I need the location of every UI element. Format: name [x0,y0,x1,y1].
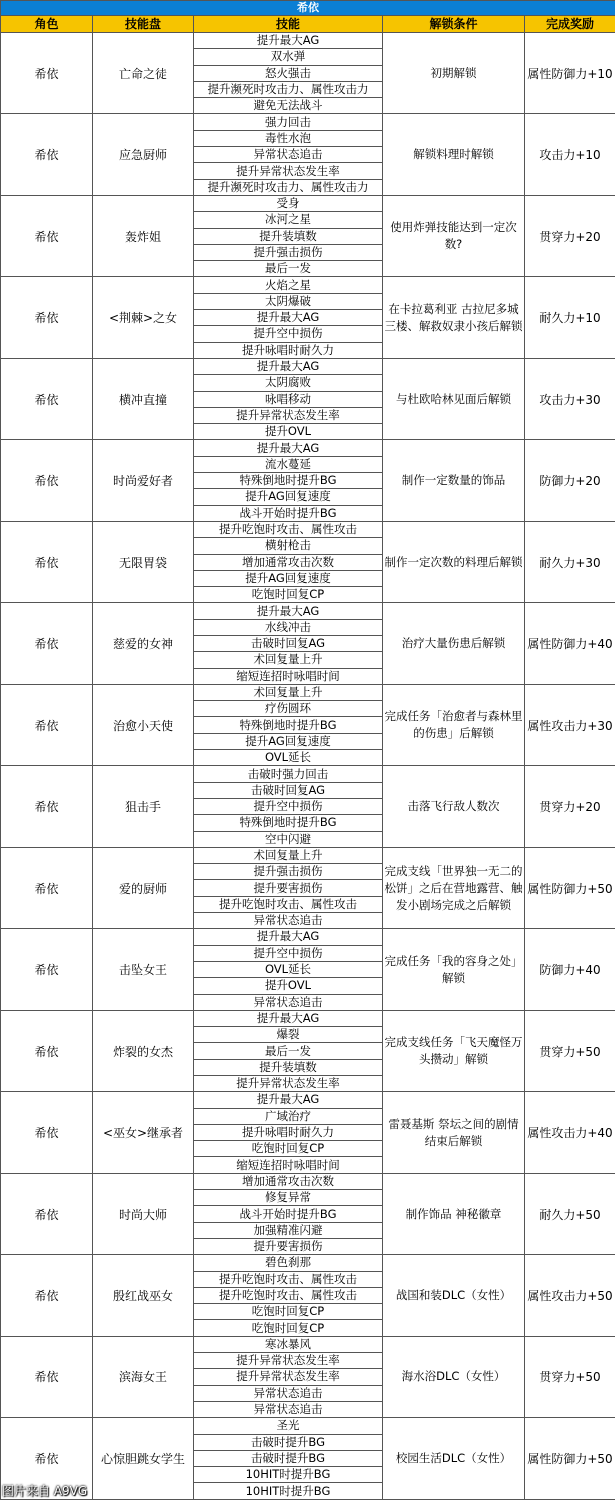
header-board: 技能盘 [93,16,194,33]
skill-cell: 战斗开始时提升BG [194,505,383,521]
unlock-condition-cell: 海水浴DLC（女性） [383,1336,525,1417]
skill-cell: 吃饱时回复CP [194,1320,383,1336]
table-row [1,929,615,945]
role-cell: 希依 [1,929,93,1010]
table-row [1,521,615,537]
skill-board-cell: 滨海女王 [93,1336,194,1417]
header-reward: 完成奖励 [525,16,615,33]
skill-cell: 提升濒死时攻击力、属性攻击力 [194,179,383,195]
header-skill: 技能 [194,16,383,33]
skill-cell: 10HIT时提升BG [194,1483,383,1499]
skill-cell: 吃饱时回复CP [194,587,383,603]
table-row [1,1092,615,1108]
unlock-condition-cell: 初期解锁 [383,33,525,114]
skill-cell: 增加通常攻击次数 [194,554,383,570]
table-row [1,1336,615,1352]
skill-cell: 提升空中损伤 [194,945,383,961]
unlock-condition-cell: 校园生活DLC（女性） [383,1418,525,1499]
role-cell: 希依 [1,1173,93,1254]
role-cell: 希依 [1,766,93,847]
skill-cell: 咏唱移动 [194,391,383,407]
unlock-condition-cell: 在卡拉葛利亚 古拉尼多城 三楼、解救奴隶小孩后解锁 [383,277,525,358]
reward-cell: 属性防御力+40 [525,603,615,684]
skill-cell: 提升装填数 [194,228,383,244]
reward-cell: 属性攻击力+50 [525,1255,615,1336]
role-cell: 希依 [1,195,93,276]
table-title: 希依 [1,1,615,16]
reward-cell: 属性攻击力+40 [525,1092,615,1173]
role-cell: 希依 [1,1418,93,1499]
reward-cell: 属性攻击力+30 [525,684,615,765]
skill-cell: 提升异常状态发生率 [194,1353,383,1369]
role-cell: 希依 [1,358,93,439]
skill-cell: 修复异常 [194,1190,383,1206]
skill-cell: 击破时强力回击 [194,766,383,782]
skill-cell: 吃饱时回复CP [194,1141,383,1157]
skill-cell: 提升最大AG [194,33,383,49]
skill-cell: 怒火强击 [194,65,383,81]
table-row [1,1173,615,1189]
skill-cell: 提升吃饱时攻击、属性攻击 [194,521,383,537]
skill-cell: 提升要害损伤 [194,880,383,896]
skill-board-cell: 击坠女王 [93,929,194,1010]
skill-cell: 提升异常状态发生率 [194,407,383,423]
header-condition: 解锁条件 [383,16,525,33]
role-cell: 希依 [1,1092,93,1173]
skill-cell: 异常状态追击 [194,913,383,929]
skill-board-cell: <巫女>继承者 [93,1092,194,1173]
skill-cell: 广域治疗 [194,1108,383,1124]
unlock-condition-cell: 解锁料理时解锁 [383,114,525,195]
skill-cell: 提升最大AG [194,358,383,374]
skill-cell: 击破时回复AG [194,782,383,798]
skill-cell: 术回复量上升 [194,684,383,700]
role-cell: 希依 [1,1255,93,1336]
skill-cell: 缩短连招时咏唱时间 [194,1157,383,1173]
skill-cell: 提升异常状态发生率 [194,163,383,179]
skill-cell: 提升OVL [194,978,383,994]
skill-cell: 增加通常攻击次数 [194,1173,383,1189]
unlock-condition-cell: 制作一定数量的饰品 [383,440,525,521]
skill-cell: 冰河之星 [194,212,383,228]
skill-cell: 术回复量上升 [194,847,383,863]
reward-cell: 耐久力+10 [525,277,615,358]
skill-board-cell: 殷红战巫女 [93,1255,194,1336]
table-row [1,603,615,619]
reward-cell: 耐久力+30 [525,521,615,602]
skill-cell: OVL延长 [194,961,383,977]
role-cell: 希依 [1,277,93,358]
skill-board-cell: 炸裂的女杰 [93,1010,194,1091]
skill-cell: 提升咏唱时耐久力 [194,342,383,358]
reward-cell: 贯穿力+50 [525,1336,615,1417]
skill-cell: 提升OVL [194,424,383,440]
skill-cell: 圣光 [194,1418,383,1434]
skill-cell: 提升吃饱时攻击、属性攻击 [194,896,383,912]
skill-cell: 异常状态追击 [194,1401,383,1417]
table-row [1,33,615,49]
skill-cell: 提升最大AG [194,1092,383,1108]
skill-cell: 火焰之星 [194,277,383,293]
skill-cell: 异常状态追击 [194,994,383,1010]
skill-cell: 击破时提升BG [194,1450,383,1466]
unlock-condition-cell: 完成任务「我的容身之处」解锁 [383,929,525,1010]
skill-cell: 最后一发 [194,1043,383,1059]
skill-board-cell: 应急厨师 [93,114,194,195]
unlock-condition-cell: 与杜欧哈林见面后解锁 [383,358,525,439]
unlock-condition-cell: 雷聂基斯 祭坛之间的剧情结束后解锁 [383,1092,525,1173]
skill-board-cell: 亡命之徒 [93,33,194,114]
reward-cell: 攻击力+30 [525,358,615,439]
skill-cell: 提升空中损伤 [194,798,383,814]
table-body [1,33,615,1500]
role-cell: 希依 [1,603,93,684]
skill-cell: 击破时提升BG [194,1434,383,1450]
unlock-condition-cell: 完成支线「世界独一无二的松饼」之后在营地露营、触发小剧场完成之后解锁 [383,847,525,928]
skill-cell: 提升最大AG [194,440,383,456]
skill-cell: 最后一发 [194,261,383,277]
reward-cell: 属性防御力+10 [525,33,615,114]
skill-cell: 特殊倒地时提升BG [194,717,383,733]
reward-cell: 耐久力+50 [525,1173,615,1254]
skill-cell: 爆裂 [194,1027,383,1043]
table-row [1,440,615,456]
role-cell: 希依 [1,1010,93,1091]
skill-cell: 提升异常状态发生率 [194,1369,383,1385]
unlock-condition-cell: 制作饰品 神秘徽章 [383,1173,525,1254]
skill-cell: 碧色刹那 [194,1255,383,1271]
role-cell: 希依 [1,440,93,521]
skill-cell: 提升AG回复速度 [194,489,383,505]
skill-cell: 受身 [194,195,383,211]
skill-cell: 特殊倒地时提升BG [194,815,383,831]
reward-cell: 攻击力+10 [525,114,615,195]
skill-cell: 双水弹 [194,49,383,65]
skill-cell: 10HIT时提升BG [194,1467,383,1483]
skill-cell: 提升濒死时攻击力、属性攻击力 [194,81,383,97]
unlock-condition-cell: 治疗大量伤患后解锁 [383,603,525,684]
skill-cell: 提升吃饱时攻击、属性攻击 [194,1287,383,1303]
skill-cell: 空中闪避 [194,831,383,847]
unlock-condition-cell: 战国和装DLC（女性） [383,1255,525,1336]
skill-cell: 提升最大AG [194,310,383,326]
skill-cell: OVL延长 [194,750,383,766]
skill-cell: 提升最大AG [194,603,383,619]
role-cell: 希依 [1,1336,93,1417]
skill-cell: 提升装填数 [194,1059,383,1075]
skill-cell: 提升要害损伤 [194,1238,383,1254]
role-cell: 希依 [1,114,93,195]
skill-board-cell: 轰炸姐 [93,195,194,276]
table-row [1,1255,615,1271]
skill-cell: 吃饱时回复CP [194,1304,383,1320]
skill-cell: 提升异常状态发生率 [194,1076,383,1092]
reward-cell: 属性防御力+50 [525,847,615,928]
skill-cell: 提升吃饱时攻击、属性攻击 [194,1271,383,1287]
skill-board-cell: 无限胃袋 [93,521,194,602]
skill-board-cell: 爱的厨师 [93,847,194,928]
unlock-condition-cell: 制作一定次数的料理后解锁 [383,521,525,602]
table-row [1,766,615,782]
skill-board-cell: 治愈小天使 [93,684,194,765]
table-row [1,1010,615,1026]
unlock-condition-cell: 击落飞行敌人数次 [383,766,525,847]
skill-cell: 特殊倒地时提升BG [194,473,383,489]
unlock-condition-cell: 完成任务「治愈者与森林里的伤患」后解锁 [383,684,525,765]
reward-cell: 贯穿力+20 [525,195,615,276]
skill-cell: 异常状态追击 [194,147,383,163]
skill-board-cell: 横冲直撞 [93,358,194,439]
skill-cell: 提升最大AG [194,929,383,945]
reward-cell: 贯穿力+20 [525,766,615,847]
skill-cell: 术回复量上升 [194,652,383,668]
skill-board-cell: 时尚大师 [93,1173,194,1254]
reward-cell: 防御力+20 [525,440,615,521]
skill-board-cell: <荆棘>之女 [93,277,194,358]
skill-cell: 提升最大AG [194,1010,383,1026]
unlock-condition-cell: 完成支线任务「飞天魔怪万头攒动」解锁 [383,1010,525,1091]
skill-cell: 提升空中损伤 [194,326,383,342]
skill-cell: 寒冰暴风 [194,1336,383,1352]
table-row [1,847,615,863]
role-cell: 希依 [1,684,93,765]
skill-cell: 提升强击损伤 [194,864,383,880]
skill-cell: 毒性水泡 [194,130,383,146]
role-cell: 希依 [1,521,93,602]
table-row [1,195,615,211]
role-cell: 希依 [1,847,93,928]
skill-cell: 流水蔓延 [194,456,383,472]
skill-board-cell: 狙击手 [93,766,194,847]
reward-cell: 贯穿力+50 [525,1010,615,1091]
unlock-condition-cell: 使用炸弹技能达到一定次数? [383,195,525,276]
image-source-caption: 图片来自 A9VG [2,1484,88,1498]
table-row [1,358,615,374]
table-row [1,1418,615,1434]
skill-board-cell: 时尚爱好者 [93,440,194,521]
skill-cell: 提升AG回复速度 [194,733,383,749]
table-row [1,684,615,700]
skill-cell: 提升强击损伤 [194,244,383,260]
skill-cell: 太阴爆破 [194,293,383,309]
skill-cell: 战斗开始时提升BG [194,1206,383,1222]
skill-cell: 强力回击 [194,114,383,130]
table-row [1,114,615,130]
header-role: 角色 [1,16,93,33]
skill-cell: 击破时回复AG [194,635,383,651]
skill-board-cell: 慈爱的女神 [93,603,194,684]
skill-cell: 提升咏唱时耐久力 [194,1124,383,1140]
skill-cell: 避免无法战斗 [194,98,383,114]
skill-cell: 水线冲击 [194,619,383,635]
skill-board-cell: 心惊胆跳女学生 [93,1418,194,1499]
table-row [1,277,615,293]
skill-cell: 异常状态追击 [194,1385,383,1401]
skill-cell: 提升AG回复速度 [194,570,383,586]
skill-cell: 疗伤圆环 [194,701,383,717]
skill-cell: 太阴腐败 [194,375,383,391]
skill-cell: 缩短连招时咏唱时间 [194,668,383,684]
skill-cell: 加强精准闪避 [194,1222,383,1238]
role-cell: 希依 [1,33,93,114]
reward-cell: 防御力+40 [525,929,615,1010]
reward-cell: 属性防御力+50 [525,1418,615,1499]
skill-cell: 横射枪击 [194,538,383,554]
